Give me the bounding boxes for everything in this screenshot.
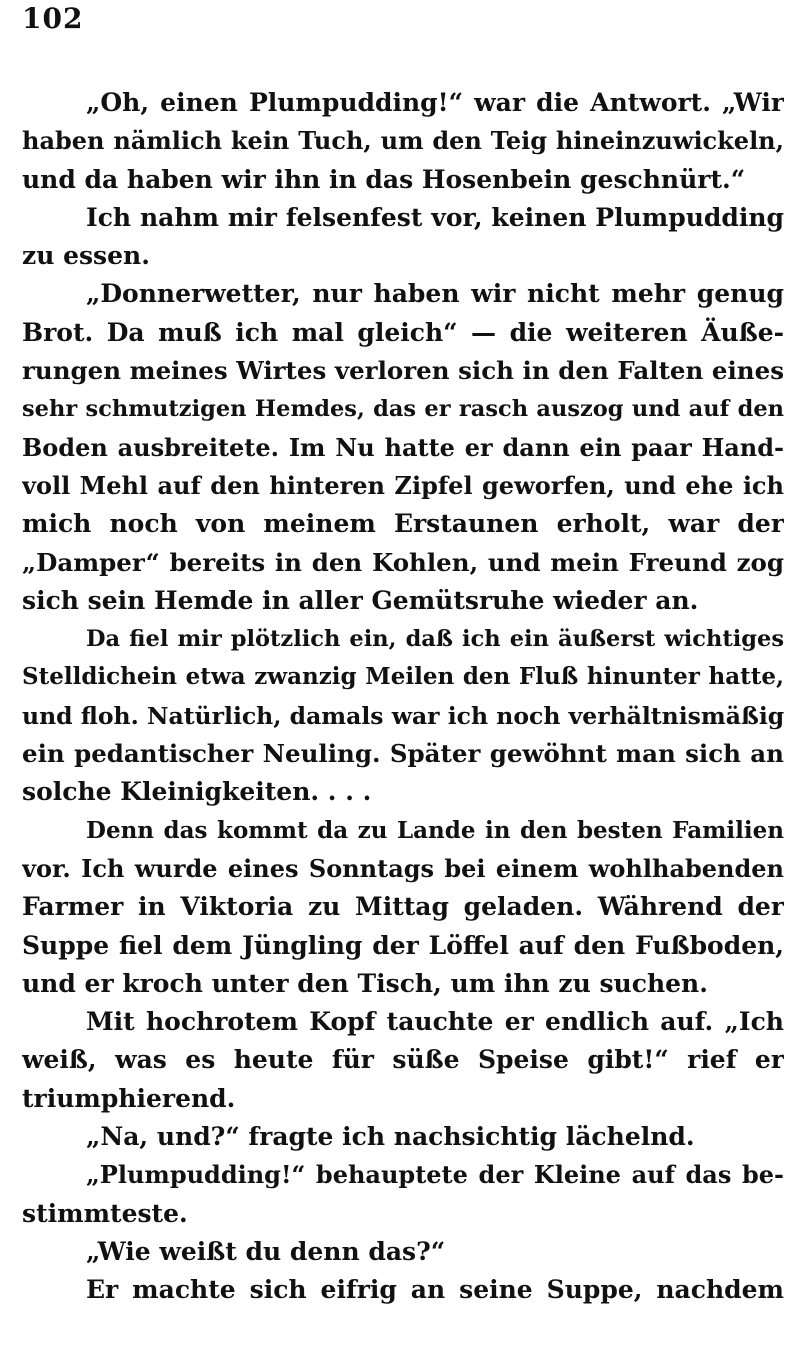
text-line: Stelldichein etwa zwanzig Meilen den Fluß hinunter hatte, <box>22 663 784 691</box>
text-line: weiß, was es heute für süße Speise gibt!“ rief er <box>22 1045 784 1075</box>
text-line: Boden ausbreitete. Im Nu hatte er dann ein paar Hand- <box>22 432 784 462</box>
text-line: und er kroch unter den Tisch, um ihn zu suchen. <box>22 968 708 998</box>
text-line: Brot. Da muß ich mal gleich“ — die weiteren Äuße- <box>22 317 784 347</box>
text-line: „Donnerwetter, nur haben wir nicht mehr genug <box>86 279 784 309</box>
text-line: Farmer in Viktoria zu Mittag geladen. Während der <box>22 892 784 922</box>
text-line: Er machte sich eifrig an seine Suppe, nachdem <box>86 1275 784 1305</box>
text-line: Da fiel mir plötzlich ein, daß ich ein äußerst wichtiges <box>86 626 784 653</box>
text-line: „Wie weißt du denn das?“ <box>86 1236 446 1266</box>
text-line: haben nämlich kein Tuch, um den Teig hineinzuwickeln, <box>22 126 784 156</box>
text-line: Denn das kommt da zu Lande in den besten Familien <box>86 816 784 844</box>
text-line: mich noch von meinem Erstaunen erholt, war der <box>22 509 784 539</box>
text-line: Suppe fiel dem Jüngling der Löffel auf den Fußboden, <box>22 930 784 960</box>
page-number: 102 <box>22 2 84 35</box>
book-page <box>22 0 784 1362</box>
text-line: zu essen. <box>22 241 150 271</box>
text-line: Mit hochrotem Kopf tauchte er endlich auf. „Ich <box>86 1007 784 1037</box>
text-line: „Damper“ bereits in den Kohlen, und mein Freund zog <box>22 547 784 577</box>
text-line: voll Mehl auf den hinteren Zipfel geworfen, und ehe ich <box>22 470 784 500</box>
text-line: und floh. Natürlich, damals war ich noch verhältnismäßig <box>22 701 784 730</box>
text-line: „Oh, einen Plumpudding!“ war die Antwort. „Wir <box>86 88 784 117</box>
text-line: sehr schmutzigen Hemdes, das er rasch auszog und auf den <box>22 396 784 423</box>
text-line: vor. Ich wurde eines Sonntags bei einem wohlhabenden <box>22 853 784 883</box>
text-line: und da haben wir ihn in das Hosenbein geschnürt.“ <box>22 164 746 194</box>
text-line: ein pedantischer Neuling. Später gewöhnt man sich an <box>22 739 784 769</box>
text-line: rungen meines Wirtes verloren sich in den Falten eines <box>22 356 784 386</box>
body-text <box>22 84 784 1310</box>
text-line: „Na, und?“ fragte ich nachsichtig lächelnd. <box>86 1122 695 1152</box>
text-line: triumphierend. <box>22 1083 236 1113</box>
text-line: stimmteste. <box>22 1198 188 1228</box>
text-line: sich sein Hemde in aller Gemütsruhe wieder an. <box>22 585 699 615</box>
text-line: Ich nahm mir felsenfest vor, keinen Plumpudding <box>86 202 784 232</box>
text-line: „Plumpudding!“ behauptete der Kleine auf das be- <box>86 1160 784 1190</box>
text-line: solche Kleinigkeiten. . . . <box>22 777 372 807</box>
